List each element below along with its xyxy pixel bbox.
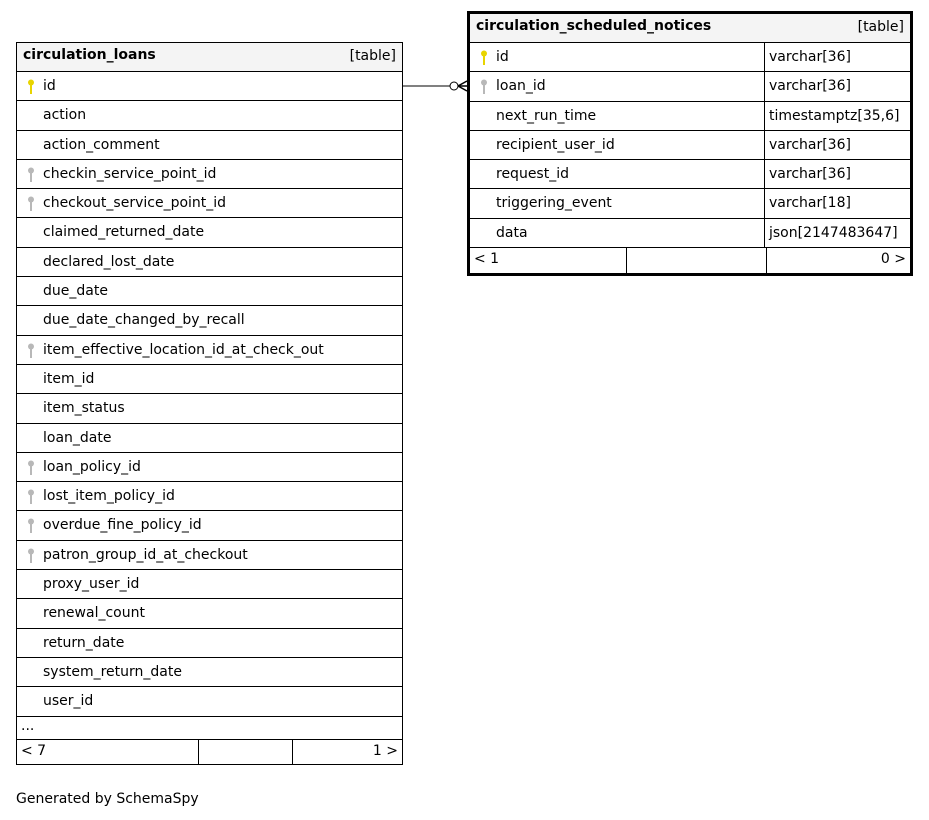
column-name[interactable]: action <box>43 107 87 124</box>
column-name[interactable]: next_run_time <box>496 107 597 124</box>
column-row[interactable] <box>17 365 402 394</box>
column-name[interactable]: user_id <box>43 693 94 710</box>
foreign-key-icon <box>27 460 35 476</box>
column-name-cell <box>17 189 402 217</box>
column-name[interactable]: data <box>496 224 528 241</box>
table-circulation-scheduled-notices[interactable] <box>467 11 913 276</box>
column-row[interactable] <box>17 482 402 511</box>
column-name-cell <box>17 629 402 657</box>
column-row[interactable] <box>17 629 402 658</box>
crows-foot-icon <box>458 81 467 91</box>
column-type: varchar[36] <box>764 160 910 188</box>
column-row[interactable] <box>17 160 402 189</box>
column-name[interactable]: system_return_date <box>43 663 182 680</box>
more-columns-text: ... <box>21 717 35 734</box>
column-name-cell <box>17 424 402 452</box>
foreign-key-icon <box>27 343 35 359</box>
column-name-cell <box>17 541 402 569</box>
column-name-cell <box>470 131 764 159</box>
children-count: 1 > <box>372 742 398 759</box>
column-row[interactable] <box>17 687 402 716</box>
column-name-cell <box>17 306 402 334</box>
column-name[interactable]: action_comment <box>43 136 160 153</box>
column-type: varchar[36] <box>764 43 910 71</box>
parents-count: < 1 <box>470 248 627 273</box>
column-name[interactable]: item_status <box>43 400 125 417</box>
column-name-cell <box>17 658 402 686</box>
column-name-cell <box>17 570 402 598</box>
column-name-cell <box>17 336 402 364</box>
column-name[interactable]: loan_date <box>43 429 112 446</box>
column-row[interactable] <box>17 306 402 335</box>
column-name-cell <box>17 453 402 481</box>
column-name[interactable]: id <box>43 78 56 94</box>
foreign-key-icon <box>27 196 35 212</box>
column-row[interactable] <box>17 658 402 687</box>
primary-key-icon <box>27 79 35 95</box>
column-name-cell <box>470 160 764 188</box>
column-name-cell <box>17 160 402 188</box>
column-row[interactable] <box>470 102 910 131</box>
column-name[interactable]: recipient_user_id <box>496 136 615 153</box>
column-name[interactable]: loan_policy_id <box>43 458 141 475</box>
column-name-cell <box>17 394 402 422</box>
column-name[interactable]: patron_group_id_at_checkout <box>43 546 248 563</box>
column-name[interactable]: overdue_fine_policy_id <box>43 517 202 534</box>
column-row[interactable] <box>17 189 402 218</box>
table-name[interactable]: circulation_scheduled_notices <box>476 18 712 34</box>
column-type: timestamptz[35,6] <box>764 102 910 130</box>
generated-by-label: Generated by SchemaSpy <box>16 791 199 807</box>
foreign-key-icon <box>27 518 35 534</box>
column-row[interactable] <box>17 336 402 365</box>
column-row[interactable] <box>17 541 402 570</box>
column-name[interactable]: checkin_service_point_id <box>43 165 217 182</box>
column-row[interactable] <box>17 511 402 540</box>
primary-key-icon <box>480 50 488 66</box>
column-row[interactable] <box>17 394 402 423</box>
column-name[interactable]: due_date_changed_by_recall <box>43 312 245 329</box>
column-name[interactable]: due_date <box>43 283 108 300</box>
column-name-cell <box>17 101 402 129</box>
column-name[interactable]: lost_item_policy_id <box>43 488 175 505</box>
column-row[interactable] <box>470 43 910 72</box>
column-name[interactable]: triggering_event <box>496 195 612 212</box>
column-name[interactable]: id <box>496 49 509 65</box>
zero-cardinality-circle <box>450 82 458 90</box>
column-name-cell <box>17 599 402 627</box>
table-name[interactable]: circulation_loans <box>23 47 156 63</box>
column-name[interactable]: proxy_user_id <box>43 576 140 593</box>
column-type: varchar[36] <box>764 72 910 100</box>
column-name[interactable]: loan_id <box>496 78 546 95</box>
column-row[interactable] <box>470 219 910 248</box>
column-row[interactable] <box>17 277 402 306</box>
foreign-key-icon <box>27 167 35 183</box>
table-header[interactable] <box>470 14 910 43</box>
column-name-cell <box>17 218 402 246</box>
column-name[interactable]: return_date <box>43 634 125 651</box>
column-name-cell <box>470 219 764 247</box>
column-name-cell <box>17 482 402 510</box>
column-row[interactable] <box>470 72 910 101</box>
column-row[interactable] <box>17 453 402 482</box>
column-name[interactable]: request_id <box>496 166 569 183</box>
column-name-cell <box>470 189 764 217</box>
column-row[interactable] <box>17 218 402 247</box>
column-row[interactable] <box>17 599 402 628</box>
column-name[interactable]: item_id <box>43 370 95 387</box>
column-name-cell <box>470 43 764 71</box>
foreign-key-icon <box>480 79 488 95</box>
table-kind: [table] <box>349 48 396 64</box>
table-kind: [table] <box>857 19 904 35</box>
column-row[interactable] <box>17 570 402 599</box>
column-name-cell <box>17 277 402 305</box>
column-row[interactable] <box>17 72 402 101</box>
column-name[interactable]: declared_lost_date <box>43 253 175 270</box>
column-row[interactable] <box>17 101 402 130</box>
children-count: 0 > <box>880 251 906 268</box>
footer-middle <box>199 740 293 764</box>
column-type: varchar[36] <box>764 131 910 159</box>
column-name[interactable]: renewal_count <box>43 605 145 622</box>
foreign-key-icon <box>27 489 35 505</box>
column-name-cell <box>17 687 402 715</box>
column-name-cell <box>17 72 402 100</box>
column-row[interactable] <box>470 189 910 218</box>
column-row[interactable] <box>17 424 402 453</box>
column-name-cell <box>17 248 402 276</box>
more-columns <box>17 717 402 740</box>
table-header[interactable] <box>17 43 402 72</box>
column-name-cell <box>17 131 402 159</box>
column-row[interactable] <box>17 131 402 160</box>
column-name-cell <box>470 102 764 130</box>
table-footer <box>470 248 910 273</box>
column-name-cell <box>17 511 402 539</box>
column-name[interactable]: checkout_service_point_id <box>43 195 227 212</box>
column-name-cell <box>470 72 764 100</box>
foreign-key-icon <box>27 548 35 564</box>
column-row[interactable] <box>470 160 910 189</box>
column-row[interactable] <box>17 248 402 277</box>
column-name-cell <box>17 365 402 393</box>
table-circulation-loans[interactable] <box>16 42 403 765</box>
column-type: json[2147483647] <box>764 219 910 247</box>
parents-count: < 7 <box>17 740 199 764</box>
column-type: varchar[18] <box>764 189 910 217</box>
footer-middle <box>627 248 767 273</box>
column-name[interactable]: item_effective_location_id_at_check_out <box>43 341 324 358</box>
table-footer <box>17 740 402 764</box>
column-row[interactable] <box>470 131 910 160</box>
column-name[interactable]: claimed_returned_date <box>43 224 205 241</box>
